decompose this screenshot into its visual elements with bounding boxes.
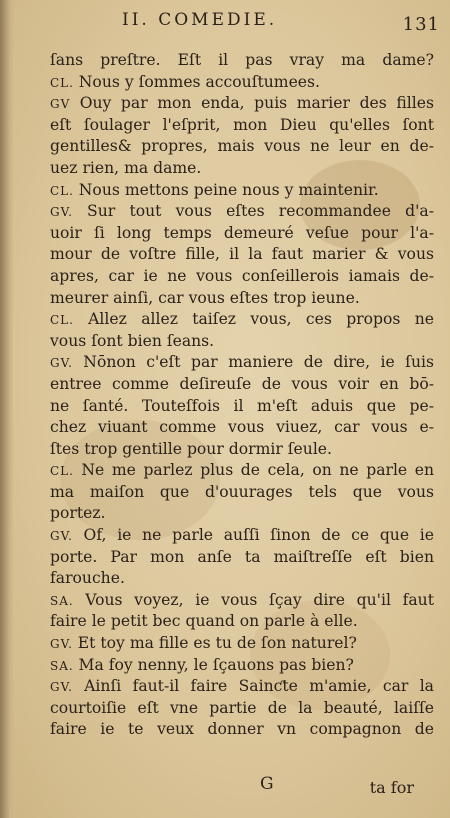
text-line (50, 266, 434, 288)
text-line (50, 352, 434, 374)
text-line (50, 50, 434, 72)
text-line (50, 547, 434, 569)
catchword: ta for (369, 778, 414, 797)
page-number: 131 (402, 14, 440, 35)
speaker-label: GV. (50, 680, 85, 695)
line-text: faire le petit bec quand on parle à elle. (50, 612, 358, 631)
speaker-label: GV (50, 97, 80, 112)
text-line (50, 460, 434, 482)
speaker-label: GV. (50, 529, 84, 544)
signature-mark: G (260, 774, 274, 794)
text-line (50, 93, 434, 115)
text-line (50, 719, 434, 741)
line-text: eſt ſoulager l'eſprit, mon Dieu qu'elles ſont (50, 115, 434, 134)
text-line (50, 244, 434, 266)
text-line (50, 180, 434, 202)
text-line (50, 439, 434, 461)
text-line (50, 72, 434, 94)
speaker-label: GV. (50, 356, 84, 371)
page-gutter-shadow (0, 0, 14, 818)
text-line (50, 482, 434, 504)
line-text: Nous y ſommes accouſtumees. (78, 72, 320, 91)
line-text: Et toy ma fille es tu de ſon naturel? (77, 634, 357, 653)
speaker-label: SA. (50, 593, 86, 608)
line-text: courtoiſie eſt vne partie de la beauté, laiſſe (50, 698, 434, 717)
text-line (50, 611, 434, 633)
line-text: Nōnon c'eſt par maniere de dire, ie ſuis (83, 353, 434, 372)
line-text: meurer ainſi, car vous eſtes trop ieune. (50, 288, 360, 307)
text-line (50, 396, 434, 418)
text-line (50, 309, 434, 331)
page-header (80, 6, 440, 35)
speaker-label: SA. (50, 658, 79, 673)
text-line (50, 525, 434, 547)
line-text: portez. (50, 504, 106, 523)
line-text: vous ſont bien ſeans. (50, 331, 215, 350)
line-text: porte. Par mon anſe ta maiſtreſſe eſt bien (50, 547, 434, 566)
speaker-label: CL. (50, 75, 79, 90)
line-text: ne ſanté. Touteſfois il m'eſt aduis que pe- (50, 396, 434, 415)
line-text: ma maiſon que d'ouurages tels que vous (50, 482, 434, 501)
text-line (50, 374, 434, 396)
text-line (50, 676, 434, 698)
text-line (50, 201, 434, 223)
running-title: II. COMEDIE. (122, 10, 278, 30)
text-line (50, 590, 434, 612)
speaker-label: GV. (50, 637, 78, 652)
text-line (50, 503, 434, 525)
line-text: mour de voſtre fille, il la faut marier & vous (50, 245, 434, 264)
line-text: Ouy par mon enda, puis marier des filles (79, 94, 434, 113)
text-line (50, 331, 434, 353)
line-text: uez rien, ma dame. (50, 158, 202, 177)
text-line (50, 115, 434, 137)
line-text: ſans preſtre. Eſt il pas vray ma dame? (50, 51, 434, 69)
line-text: gentilles& propres, mais vous ne leur en de- (50, 137, 434, 156)
speaker-label: CL. (50, 313, 89, 328)
line-text: uoir ſi long temps demeuré veſue pour l'a- (50, 223, 434, 242)
speaker-label: CL. (50, 464, 82, 479)
line-text: Ne me parlez plus de cela, on ne parle en (81, 461, 434, 480)
line-text: Sur tout vous eſtes recommandee d'a- (87, 202, 434, 221)
line-text: Ma foy nenny, le ſçauons pas bien? (78, 655, 354, 674)
line-text: entree comme deſireuſe de vous voir en bō- (50, 374, 434, 393)
text-line (50, 223, 434, 245)
text-line (50, 568, 434, 590)
line-text: farouche. (50, 569, 125, 588)
speaker-label: CL. (50, 183, 79, 198)
line-text: Allez allez taiſez vous, ces propos ne (88, 310, 434, 329)
text-line (50, 136, 434, 158)
text-line (50, 633, 434, 655)
line-text: Nous mettons peine nous y maintenir. (78, 180, 379, 199)
speaker-label: GV. (50, 205, 88, 220)
text-line (50, 655, 434, 677)
line-text: apres, car ie ne vous conſeillerois iamais de- (50, 266, 434, 285)
line-text: chez viuant comme vous viuez, car vous e- (50, 418, 434, 437)
text-line (50, 288, 434, 310)
text-block (50, 50, 434, 741)
line-text: Vous voyez, ie vous ſçay dire qu'il faut (85, 590, 434, 609)
text-line (50, 698, 434, 720)
line-text: ſtes trop gentille pour dormir ſeule. (50, 439, 332, 458)
line-text: Of, ie ne parle auſſi ſinon de ce que ie (83, 526, 434, 545)
text-line (50, 158, 434, 180)
line-text: faire ie te veux donner vn compagnon de (50, 720, 434, 739)
text-line (50, 417, 434, 439)
line-text: Ainſi faut-il faire Sainƈte m'amie, car la (84, 677, 434, 696)
